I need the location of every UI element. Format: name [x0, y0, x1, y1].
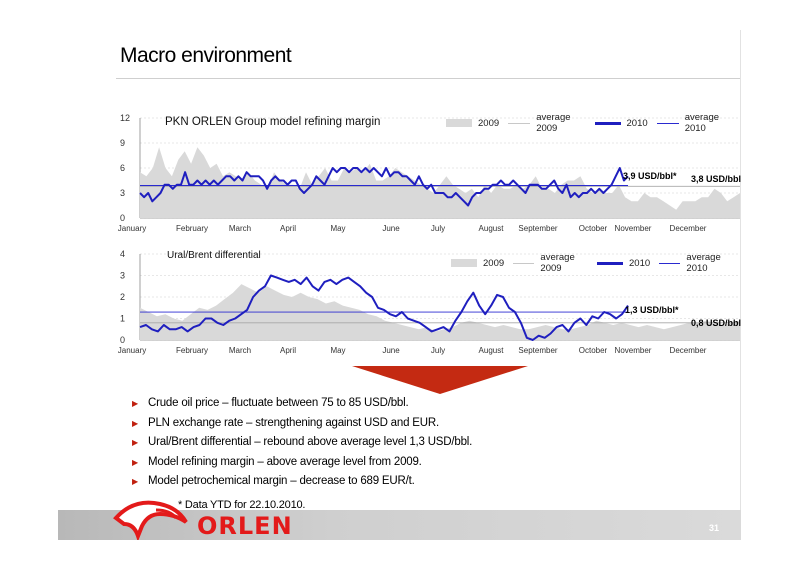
legend-item-average-2009 [513, 252, 588, 274]
legend-label: 2010 [629, 257, 651, 269]
y-tick-label: 3 [120, 188, 126, 198]
legend-item-average-2010 [659, 252, 734, 274]
ural-brent-legend [451, 252, 743, 274]
y-tick-label: 2 [120, 292, 126, 302]
refining-margin-legend [446, 112, 743, 134]
bullet-item [132, 453, 472, 473]
x-tick-label: November [614, 224, 652, 233]
triangle-bullet-icon: ▶ [132, 477, 138, 486]
triangle-bullet-icon: ▶ [132, 457, 138, 467]
legend-swatch-area [451, 259, 477, 267]
footnote: * Data YTD for 22.10.2010. [178, 499, 306, 511]
x-tick-label: May [330, 346, 346, 355]
x-tick-label: April [279, 346, 297, 355]
y-tick-label: 1 [120, 313, 126, 324]
bullet-text: Model refining margin – above average level from 2009. [148, 455, 422, 468]
x-tick-label: June [382, 346, 400, 355]
x-tick-label: December [669, 346, 707, 355]
x-tick-label: January [118, 346, 147, 355]
x-tick-label: August [478, 224, 504, 233]
x-tick-label: March [228, 224, 252, 233]
ural-brent-chart-title: Ural/Brent differential [167, 250, 261, 261]
x-tick-label: June [382, 224, 400, 233]
slide-title: Macro environment [120, 44, 292, 67]
legend-swatch-line [513, 263, 534, 264]
x-tick-label: May [330, 224, 346, 233]
refining-margin-chart [118, 108, 743, 240]
x-tick-label: September [518, 224, 558, 233]
legend-item-average-2010 [657, 112, 734, 134]
down-arrow-shape [352, 366, 528, 394]
x-tick-label: October [578, 346, 608, 355]
bullet-text: PLN exchange rate – strengthening against USD and EUR. [148, 416, 439, 429]
avg-2009-callout: 3,8 USD/bbl [691, 174, 742, 184]
legend-swatch-thin [659, 263, 680, 264]
y-tick-label: 0 [120, 335, 126, 345]
legend-label: average 2009 [536, 112, 571, 134]
legend-swatch-bold [597, 262, 623, 265]
legend-swatch-line [508, 123, 530, 124]
refining-margin-chart-title: PKN ORLEN Group model refining margin [165, 116, 381, 128]
x-tick-label: November [614, 346, 652, 355]
x-tick-label: December [669, 224, 707, 233]
y-tick-label: 4 [120, 249, 126, 259]
orlen-logo-text: ORLEN [197, 512, 293, 540]
y-tick-label: 6 [120, 163, 126, 173]
legend-item-2010 [595, 118, 648, 129]
bullet-item [132, 472, 472, 492]
triangle-bullet-icon: ▶ [132, 418, 138, 428]
legend-label: average 2009 [540, 252, 575, 274]
x-tick-label: February [175, 224, 209, 233]
legend-swatch-area [446, 119, 472, 127]
x-tick-label: October [578, 224, 608, 233]
ural-brent-chart [118, 248, 743, 364]
legend-swatch-bold [595, 122, 621, 125]
bullet-list [132, 394, 472, 492]
x-tick-label: July [430, 346, 446, 355]
x-tick-label: July [430, 224, 446, 233]
x-tick-label: September [518, 346, 558, 355]
legend-label: 2009 [483, 257, 505, 269]
avg-2009-callout: 0,8 USD/bbl [691, 318, 742, 328]
x-tick-label: August [478, 346, 504, 355]
triangle-bullet-icon: ▶ [132, 399, 138, 408]
y-tick-label: 3 [120, 270, 126, 281]
bullet-item [132, 433, 472, 453]
bullet-text: Ural/Brent differential – rebound above average level 1,3 USD/bbl. [148, 436, 473, 448]
legend-item-2010 [597, 258, 650, 269]
y-tick-label: 0 [120, 213, 126, 223]
legend-label: average 2010 [686, 252, 721, 274]
orlen-eagle-logo-icon [112, 496, 196, 540]
avg-2010-callout: 3,9 USD/bbl* [623, 171, 677, 181]
legend-label: average 2010 [684, 112, 720, 134]
page-number: 31 [709, 523, 720, 533]
legend-item-2009 [451, 258, 504, 269]
avg-2010-callout: 1,3 USD/bbl* [625, 305, 679, 315]
bullet-text: Crude oil price – fluctuate between 75 to 85 USD/bbl. [148, 397, 409, 409]
x-tick-label: January [118, 224, 147, 233]
x-tick-label: March [228, 346, 252, 355]
title-divider [116, 78, 740, 79]
x-tick-label: February [175, 346, 209, 355]
legend-item-average-2009 [508, 112, 585, 134]
bullet-text: Model petrochemical margin – decrease to 689 EUR/t. [148, 475, 415, 487]
legend-label: 2009 [478, 117, 500, 129]
x-tick-label: April [279, 224, 297, 233]
legend-swatch-thin [657, 123, 679, 124]
triangle-bullet-icon: ▶ [132, 438, 138, 447]
y-tick-label: 12 [120, 113, 131, 123]
bullet-item [132, 394, 472, 414]
legend-label: 2010 [626, 117, 648, 129]
legend-item-2009 [446, 118, 499, 129]
y-tick-label: 9 [120, 138, 126, 148]
bullet-item [132, 414, 472, 434]
series-2009-area [140, 147, 740, 218]
